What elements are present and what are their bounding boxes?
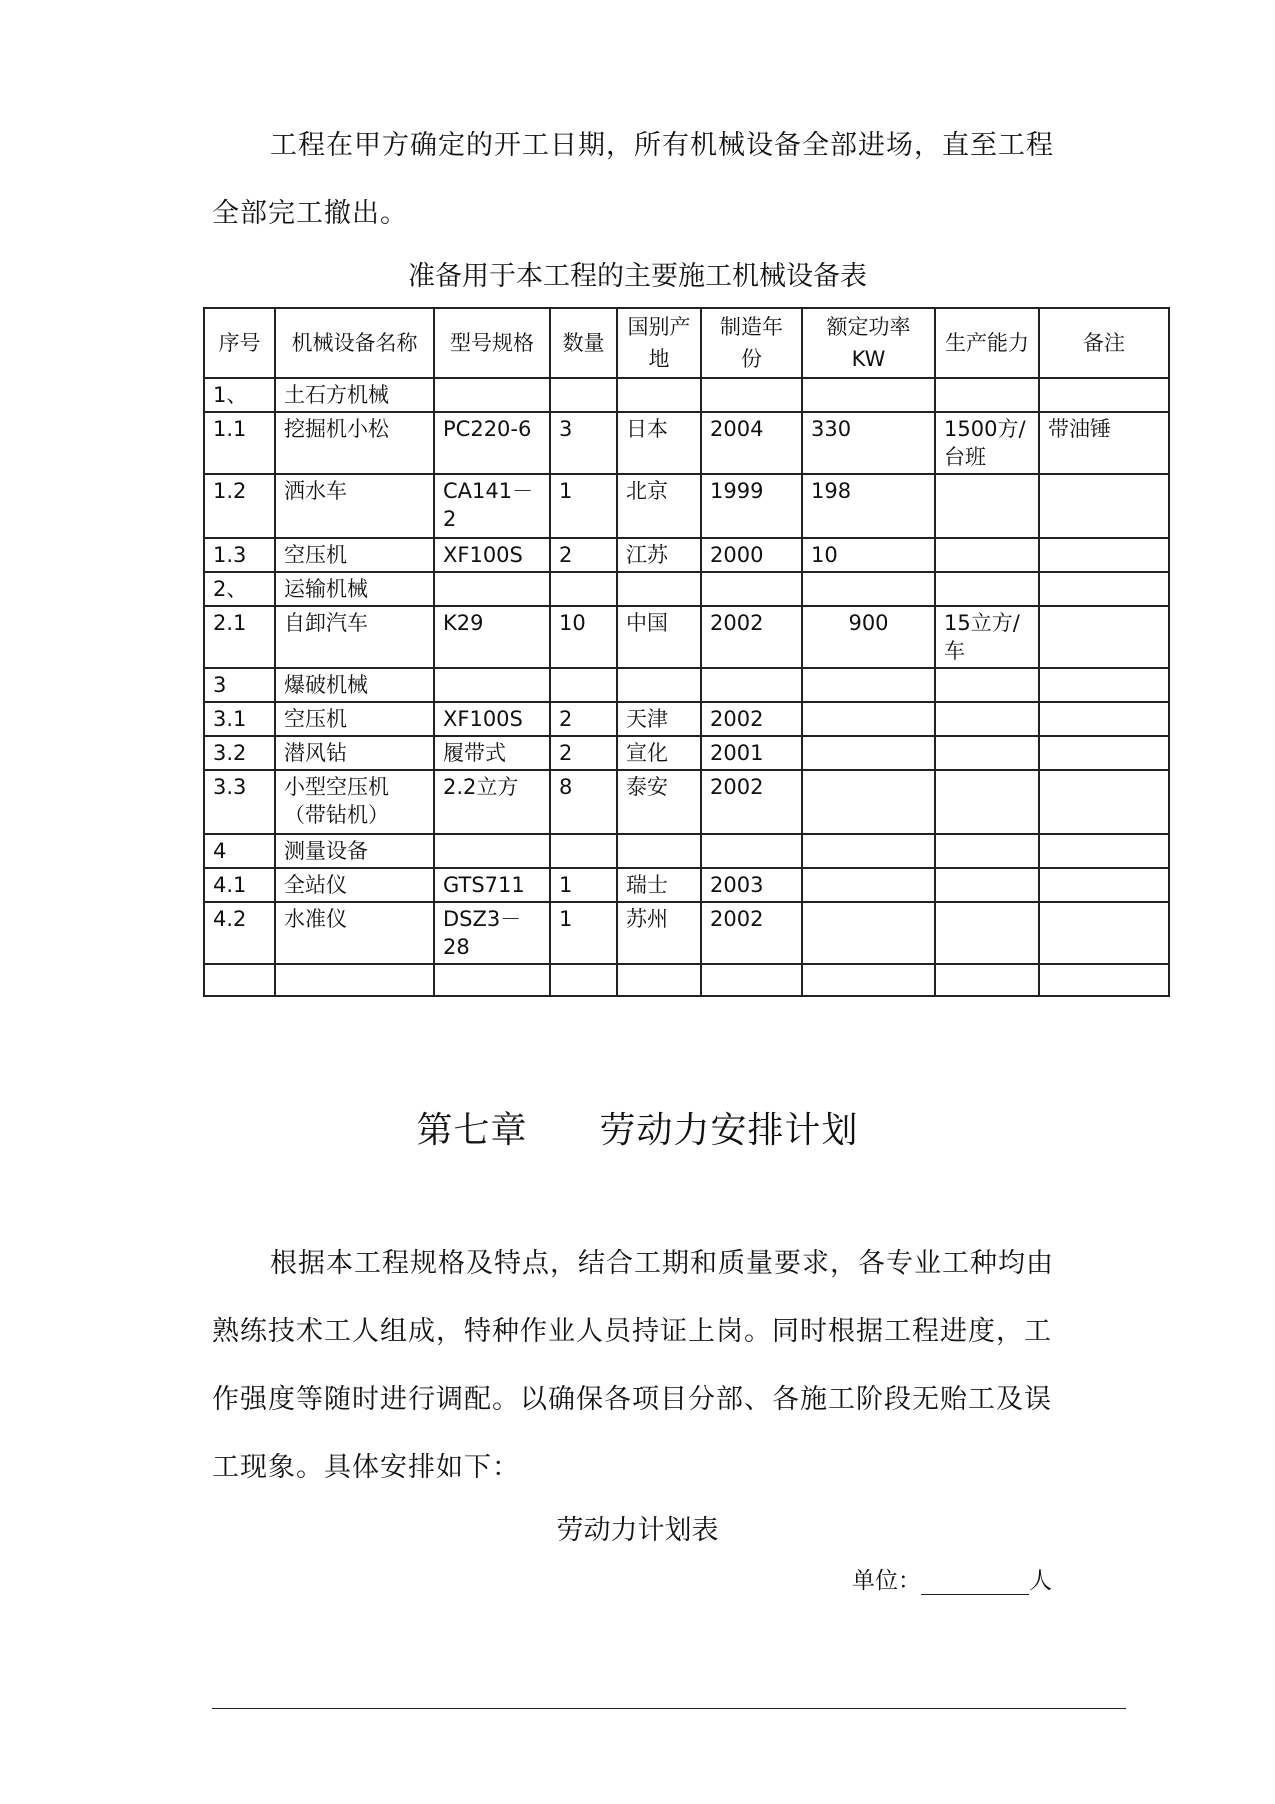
cell-power [802,736,935,770]
table-row [204,412,1169,474]
cell-year [701,834,802,868]
cell-origin: 北京 [617,474,701,538]
cell-capacity [935,964,1039,996]
cell-remarks: 带油锤 [1039,412,1169,474]
cell-capacity [935,736,1039,770]
cell-remarks [1039,668,1169,702]
cell-model: K29 [434,606,550,668]
header-origin: 国别产地 [617,308,701,378]
cell-origin [617,378,701,412]
table-row [204,964,1169,996]
cell-name: 自卸汽车 [275,606,434,668]
cell-remarks [1039,572,1169,606]
cell-power [802,902,935,964]
cell-capacity [935,474,1039,538]
cell-name: 空压机 [275,538,434,572]
cell-model: CA141－2 [434,474,550,538]
cell-quantity: 1 [550,474,617,538]
cell-origin: 泰安 [617,770,701,834]
cell-quantity: 2 [550,702,617,736]
cell-capacity: 1500方/台班 [935,412,1039,474]
cell-year: 2002 [701,606,802,668]
cell-index: 4.1 [204,868,275,902]
cell-model [434,964,550,996]
cell-quantity: 2 [550,736,617,770]
cell-year: 2000 [701,538,802,572]
table-row [204,378,1169,412]
cell-capacity: 15立方/车 [935,606,1039,668]
cell-remarks [1039,834,1169,868]
cell-year: 2001 [701,736,802,770]
cell-year: 2004 [701,412,802,474]
cell-origin: 江苏 [617,538,701,572]
cell-name: 挖掘机小松 [275,412,434,474]
table-row [204,902,1169,964]
cell-power [802,572,935,606]
labor-plan-caption: 劳动力计划表 [556,1515,719,1546]
cell-remarks [1039,770,1169,834]
cell-remarks [1039,736,1169,770]
cell-name: 小型空压机（带钻机） [275,770,434,834]
cell-model [434,378,550,412]
unit-line [852,1562,1052,1595]
cell-year: 2003 [701,868,802,902]
cell-name: 爆破机械 [275,668,434,702]
cell-remarks [1039,378,1169,412]
header-index: 序号 [204,308,275,378]
cell-capacity [935,538,1039,572]
cell-name: 土石方机械 [275,378,434,412]
cell-name: 洒水车 [275,474,434,538]
cell-capacity [935,770,1039,834]
cell-model: 2.2立方 [434,770,550,834]
cell-power [802,770,935,834]
cell-year: 1999 [701,474,802,538]
cell-power: 10 [802,538,935,572]
cell-index: 3 [204,668,275,702]
intro-paragraph: 工程在甲方确定的开工日期，所有机械设备全部进场，直至工程全部完工撤出。 [212,130,1054,229]
table-row [204,868,1169,902]
cell-index: 3.2 [204,736,275,770]
cell-remarks [1039,538,1169,572]
cell-remarks [1039,902,1169,964]
cell-quantity [550,834,617,868]
cell-power [802,964,935,996]
chapter-number: 第七章 [416,1110,528,1151]
header-remarks: 备注 [1039,308,1169,378]
cell-capacity [935,668,1039,702]
cell-model: GTS711 [434,868,550,902]
cell-quantity: 10 [550,606,617,668]
cell-index: 1、 [204,378,275,412]
equipment-table-caption: 准备用于本工程的主要施工机械设备表 [408,261,867,292]
cell-quantity [550,668,617,702]
cell-quantity [550,964,617,996]
cell-year: 2002 [701,702,802,736]
table-header-row [204,308,1169,378]
header-model: 型号规格 [434,308,550,378]
cell-year [701,668,802,702]
cell-remarks [1039,702,1169,736]
cell-index: 2、 [204,572,275,606]
cell-index: 4.2 [204,902,275,964]
cell-model: XF100S [434,702,550,736]
cell-year [701,378,802,412]
cell-origin [617,964,701,996]
cell-power: 330 [802,412,935,474]
chapter-title: 劳动力安排计划 [599,1110,859,1151]
cell-index: 3.1 [204,702,275,736]
labor-paragraph: 根据本工程规格及特点，结合工期和质量要求，各专业工种均由熟练技术工人组成，特种作业人员持证上岗。同时根据工程进度，工作强度等随时进行调配。以确保各项目分部、各施工阶段无贻工及误工现象。具体安排如下： [212,1248,1054,1483]
cell-year: 2002 [701,902,802,964]
cell-name: 水准仪 [275,902,434,964]
cell-model: PC220-6 [434,412,550,474]
unit-label: 单位： [852,1568,921,1594]
cell-capacity [935,834,1039,868]
header-power: 额定功率KW [802,308,935,378]
header-capacity: 生产能力 [935,308,1039,378]
cell-remarks [1039,606,1169,668]
cell-power [802,702,935,736]
cell-power [802,834,935,868]
cell-origin: 宣化 [617,736,701,770]
table-row [204,538,1169,572]
header-year: 制造年份 [701,308,802,378]
cell-quantity: 3 [550,412,617,474]
equipment-table [203,307,1170,997]
table-row [204,736,1169,770]
unit-blank-field [921,1574,1029,1595]
cell-remarks [1039,964,1169,996]
cell-origin: 天津 [617,702,701,736]
table-row [204,606,1169,668]
cell-quantity: 1 [550,868,617,902]
header-quantity: 数量 [550,308,617,378]
unit-suffix: 人 [1029,1568,1052,1594]
cell-origin: 日本 [617,412,701,474]
cell-power [802,668,935,702]
cell-index: 1.2 [204,474,275,538]
cell-model [434,668,550,702]
cell-capacity [935,702,1039,736]
cell-capacity [935,572,1039,606]
cell-name [275,964,434,996]
cell-index: 4 [204,834,275,868]
cell-year [701,964,802,996]
cell-model [434,834,550,868]
cell-year: 2002 [701,770,802,834]
header-name: 机械设备名称 [275,308,434,378]
cell-model: DSZ3－28 [434,902,550,964]
cell-remarks [1039,474,1169,538]
cell-power [802,868,935,902]
cell-name: 潜风钻 [275,736,434,770]
cell-name: 全站仪 [275,868,434,902]
chapter-heading [0,1102,1275,1153]
cell-origin: 中国 [617,606,701,668]
cell-quantity [550,572,617,606]
cell-origin [617,668,701,702]
cell-origin [617,834,701,868]
cell-index: 2.1 [204,606,275,668]
cell-name: 测量设备 [275,834,434,868]
cell-quantity: 1 [550,902,617,964]
cell-origin: 苏州 [617,902,701,964]
cell-quantity: 2 [550,538,617,572]
cell-power [802,378,935,412]
cell-power: 900 [802,606,935,668]
cell-name: 空压机 [275,702,434,736]
cell-index: 1.3 [204,538,275,572]
table-row [204,572,1169,606]
cell-remarks [1039,868,1169,902]
table-row [204,668,1169,702]
cell-model [434,572,550,606]
footer-rule [212,1708,1126,1709]
cell-quantity: 8 [550,770,617,834]
cell-name: 运输机械 [275,572,434,606]
table-row [204,474,1169,538]
table-row [204,770,1169,834]
cell-index: 1.1 [204,412,275,474]
cell-capacity [935,378,1039,412]
table-row [204,702,1169,736]
cell-index [204,964,275,996]
cell-model: XF100S [434,538,550,572]
cell-capacity [935,902,1039,964]
cell-origin: 瑞士 [617,868,701,902]
cell-quantity [550,378,617,412]
table-row [204,834,1169,868]
cell-origin [617,572,701,606]
cell-index: 3.3 [204,770,275,834]
cell-power: 198 [802,474,935,538]
cell-model: 履带式 [434,736,550,770]
cell-year [701,572,802,606]
cell-capacity [935,868,1039,902]
